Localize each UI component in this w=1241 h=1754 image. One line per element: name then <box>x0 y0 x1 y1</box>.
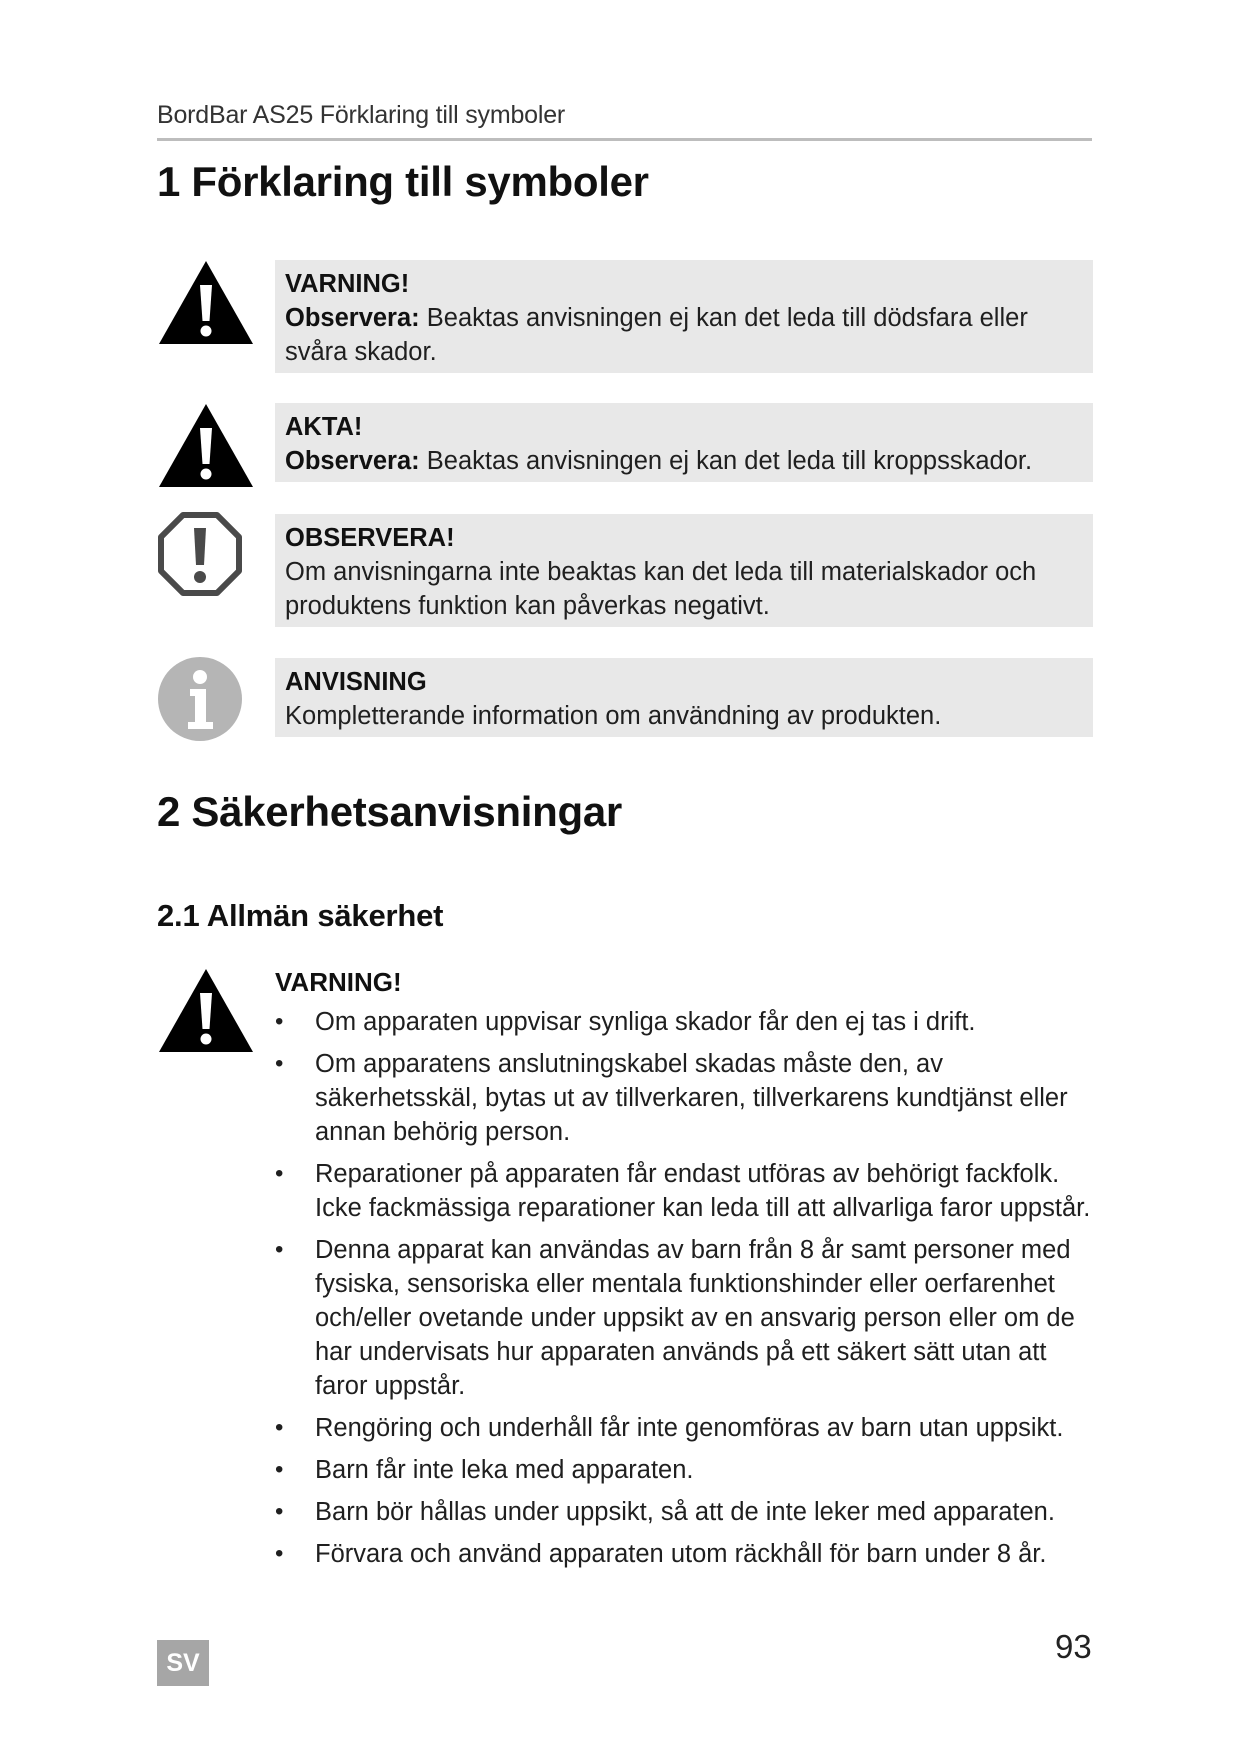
notice-title: ANVISNING <box>285 668 427 696</box>
list-item: • Reparationer på apparaten får endast utföras av behörigt fackfolk. Icke fackmässiga reparationer kan leda till att allvarliga faror uppstår. <box>275 1157 1095 1225</box>
notice-keyword: Observera: <box>285 447 420 475</box>
warning-title: VARNING! <box>275 967 402 997</box>
section-heading-symbols: 1 Förklaring till symboler <box>157 158 649 205</box>
caution-triangle-icon <box>157 401 255 489</box>
notice-box-caution <box>275 403 1093 482</box>
notice-text <box>285 301 1081 369</box>
running-head: BordBar AS25 Förklaring till symboler <box>157 101 566 129</box>
notice-keyword: Observera: <box>285 304 420 332</box>
safety-bullet-list <box>275 1005 1095 1579</box>
notice-title: AKTA! <box>285 413 363 441</box>
notice-body: Kompletterande information om användning av produkten. <box>285 702 942 730</box>
notice-title: OBSERVERA! <box>285 524 455 552</box>
list-item: • Barn bör hållas under uppsikt, så att de inte leker med apparaten. <box>275 1495 1095 1529</box>
header-rule <box>157 138 1092 141</box>
list-item: • Om apparatens anslutningskabel skadas måste den, av säkerhetsskäl, bytas ut av tillverkaren, tillverkarens kundtjänst eller annan behörig person. <box>275 1047 1095 1149</box>
notice-box-notice <box>275 514 1093 627</box>
warning-triangle-icon <box>157 258 255 346</box>
list-item: • Om apparaten uppvisar synliga skador får den ej tas i drift. <box>275 1005 1095 1039</box>
notice-body: Beaktas anvisningen ej kan det leda till dödsfara eller svåra skador. <box>285 304 1028 366</box>
subsection-heading-general-safety: 2.1 Allmän säkerhet <box>157 898 444 933</box>
section-heading-safety: 2 Säkerhetsanvisningar <box>157 788 622 835</box>
notice-title: VARNING! <box>285 270 410 298</box>
language-tag: SV <box>157 1640 209 1686</box>
page-number: 93 <box>1055 1628 1092 1665</box>
notice-text <box>285 444 1081 478</box>
list-item: • Denna apparat kan användas av barn från 8 år samt personer med fysiska, sensoriska eller mentala funktionshinder eller oerfarenhet och/eller ovetande under uppsikt av en ansvarig person eller om de har undervisats hur apparaten används på ett säkert sätt utan att faror uppstår. <box>275 1233 1095 1403</box>
notice-box-warning <box>275 260 1093 373</box>
info-circle-icon <box>157 656 243 742</box>
notice-body: Om anvisningarna inte beaktas kan det leda till materialskador och produktens funktion kan påverkas negativt. <box>285 558 1037 620</box>
notice-body: Beaktas anvisningen ej kan det leda till kroppsskador. <box>426 447 1033 475</box>
notice-octagon-icon <box>157 511 243 597</box>
warning-triangle-icon <box>157 966 255 1054</box>
notice-box-info <box>275 658 1093 737</box>
list-item: • Förvara och använd apparaten utom räckhåll för barn under 8 år. <box>275 1537 1095 1571</box>
list-item: • Barn får inte leka med apparaten. <box>275 1453 1095 1487</box>
list-item: • Rengöring och underhåll får inte genomföras av barn utan uppsikt. <box>275 1411 1095 1445</box>
